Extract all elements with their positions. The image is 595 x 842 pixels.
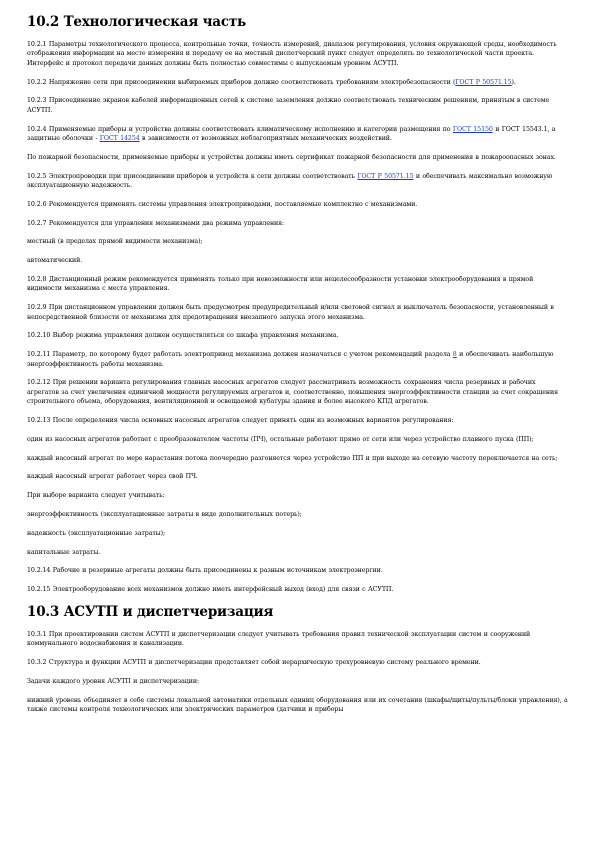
paragraph-text: и обеспечивать максимально возможную эксплуатационную надежность. [27,172,553,190]
paragraph-text: ). [511,78,516,86]
gost-r-50571-15-link[interactable]: ГОСТ Р 50571.15 [357,172,414,180]
paragraph-text: 10.2.2 Напряжение сети при присоединении выбираемых приборов должно соответствовать требованиям электробезопасности ( [27,78,456,86]
list-item-lower-level: нижний уровень объединяет в себе системы локальной автоматики отдельных единиц оборудования или их сочетания (шкафы/щиты/пульты/блоки управления), а также системы контроля технологических или электрических параметров (датчики и приборы [27,696,568,714]
paragraph-text: и обеспечивать наибольшую энергоэффективность работы механизма. [27,351,554,368]
paragraph-10-3-2: 10.3.2 Структура и функции АСУТП и диспетчеризации представляет собой иерархическую трехуровневую систему реального времени. [27,659,481,667]
paragraph-10-2-7: 10.2.7 Рекомендуется для управления механизмами два режима управления: [27,219,285,227]
paragraph-fire-safety: По пожарной безопасности, применяемые приборы и устройства должны иметь сертификат пожарной безопасности для применения в пожароопасных зонах. [27,153,556,161]
paragraph-text: 10.2.11 Параметр, по которому будет работать электропривод механизма должен назначаться с учетом рекомендаций раздела [27,351,453,359]
gost-14254-link[interactable]: ГОСТ 14254 [99,135,140,143]
list-item-automatic-mode: автоматический. [27,257,83,265]
gost-r-50571-15-link[interactable]: ГОСТ Р 50571.15 [455,78,512,86]
paragraph-10-2-11 [27,350,568,369]
paragraph-text: 10.2.5 Электропроводки при присоединении приборов и устройств к сети должны соответствовать [27,172,358,180]
document-page [27,14,568,724]
paragraph-10-2-13: 10.2.13 После определения числа основных насосных агрегатов следует принять один из возможных вариантов регулирования: [27,417,454,425]
paragraph-10-2-9: 10.2.9 При дистанционном управлении должен быть предусмотрен предупредительный и/или световой сигнал и выключатель безопасности, установленный в непосредственной близости от механизма для предотвращения внезапного запуска этого механизма. [27,304,554,321]
paragraph-10-2-14: 10.2.14 Рабочие и резервные агрегаты должны быть присоединены к разным источникам электроэнергии. [27,567,383,575]
list-item-reliability: надежность (эксплуатационные затраты); [27,529,166,537]
gost-15150-link[interactable]: ГОСТ 15150 [452,125,493,133]
paragraph-10-2-8: 10.2.8 Дистанционный режим рекомендуется применять только при невозможности или нецелесообразности установки электрооборудования в прямой видимости механизма с места управления. [27,276,534,293]
section-heading-10-3: 10.3 АСУТП и диспетчеризация [27,603,274,620]
paragraph-10-2-3: 10.2.3 Присоединение экранов кабелей информационных сетей к системе заземления должно соответствовать техническим решениям, принятым в системе АСУТП. [27,97,550,114]
paragraph-text: и ГОСТ 15543.1, а защитные оболочки - [27,125,556,143]
paragraph-10-2-1: 10.2.1 Параметры технологического процесса, контрольные точки, точность измерений, диапазон регулирования, условия окружающей среды, необходимость отображения информации на месте измерения и передачу ее на местный диспетчерский пункт следует определять по технологической части проекта. Интерфейс и протокол передачи данных должны быть полностью совместимы с выпускаемым уровнем АСУТП. [27,41,557,67]
list-item-variant-2: каждый насосный агрегат по мере нарастания потока поочередно разгоняется через устройство ПП и при выходе на сетевую частоту переключается на сеть; [27,454,558,462]
list-item-energy-efficiency: энергоэффективность (эксплуатационные затраты в виде дополнительных потерь); [27,511,302,518]
paragraph-level-tasks: Задачи каждого уровня АСУТП и диспетчеризации: [27,677,199,685]
list-item-variant-3: каждый насосный агрегат работает через свой ПЧ. [27,473,198,481]
list-item-local-mode: местный (в пределах прямой видимости механизма); [27,238,203,246]
paragraph-10-2-15: 10.2.15 Электрооборудование всех механизмов должно иметь интерфейсный выход (вход) для связи с АСУТП. [27,586,394,594]
paragraph-10-2-4 [27,125,568,144]
list-item-variant-1: один из насосных агрегатов работает с преобразователем частоты (ПЧ), остальные работают прямо от сети или через устройство плавного пуска (ПП); [27,435,534,443]
section-heading-10-2: 10.2 Технологическая часть [27,14,246,30]
paragraph-10-2-12: 10.2.12 При решении варианта регулирования главных насосных агрегатов следует рассматривать возможность сохранения числа резервных и рабочих агрегатов за счет увеличения единичной мощности регулируемых агрегатов и, соответственно, повышения энергоэффективности станции за счет сокращения строительного объема, оборудования, вентиляционной и освещаемой кубатуры здания и более высокого КПД агрегатов. [27,379,558,406]
paragraph-selection-criteria: При выборе варианта следует учитывать: [27,492,165,500]
section-8-link[interactable]: 8 [452,351,457,359]
paragraph-10-2-5 [27,172,568,191]
paragraph-10-2-2 [27,78,568,87]
list-item-capital-costs: капитальные затраты. [27,548,101,556]
paragraph-10-2-6: 10.2.6 Рекомендуется применять системы управления электроприводами, поставляемые комплектно с механизмами. [27,200,418,208]
paragraph-10-3-1: 10.3.1 При проектировании систем АСУТП и диспетчеризации следует учитывать требования правил технической эксплуатации систем и сооружений коммунального водоснабжения и канализации. [27,630,531,648]
paragraph-10-2-10: 10.2.10 Выбор режима управления должен осуществляться со шкафа управления механизма. [27,332,339,340]
paragraph-text: 10.2.4 Применяемые приборы и устройства должны соответствовать климатическому исполнению и категории размещения по [27,125,453,133]
paragraph-text: в зависимости от возможных неблагоприятных механических воздействий. [139,135,392,143]
